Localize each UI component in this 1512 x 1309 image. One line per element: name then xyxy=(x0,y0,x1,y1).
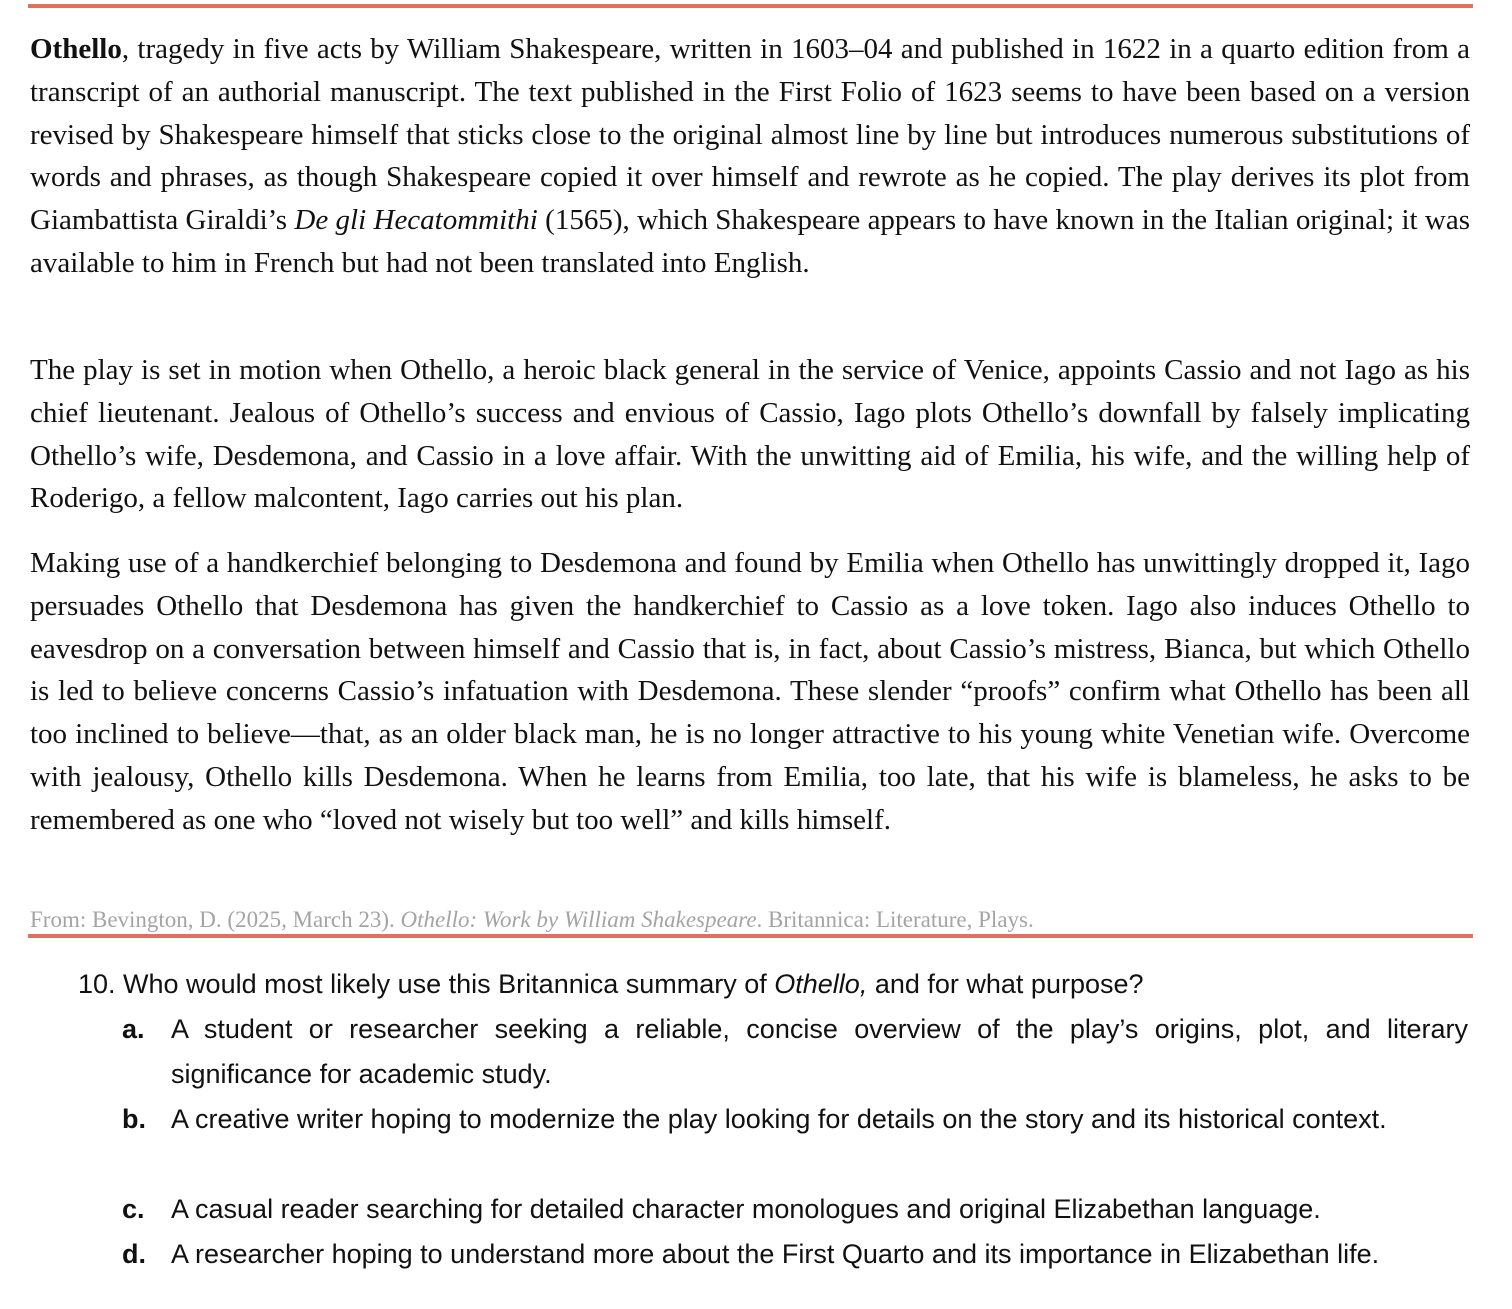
citation-work-title: Othello: Work by William Shakespeare xyxy=(400,907,757,932)
citation-prefix: From: Bevington, D. (2025, March 23). xyxy=(30,907,401,932)
option-text: A researcher hoping to understand more about the First Quarto and its importance in Elizabethan life. xyxy=(171,1239,1380,1269)
option-letter: c. xyxy=(122,1194,145,1224)
question-stem-prefix: 10. Who would most likely use this Britannica summary of xyxy=(78,969,775,999)
answer-option-d[interactable] xyxy=(122,1232,1468,1277)
question-stem-suffix: and for what purpose? xyxy=(867,969,1144,999)
source-title: De gli Hecatommithi xyxy=(294,204,538,237)
option-letter: a. xyxy=(122,1014,145,1044)
option-letter: d. xyxy=(122,1239,146,1269)
question-stem-title: Othello, xyxy=(774,969,868,999)
option-letter: b. xyxy=(122,1104,146,1134)
answer-option-b[interactable] xyxy=(122,1097,1468,1142)
answer-option-a[interactable] xyxy=(122,1007,1468,1097)
passage-paragraph-1 xyxy=(30,28,1470,285)
question-stem xyxy=(78,962,1144,1007)
passage-paragraph-3: Making use of a handkerchief belonging to Desdemona and found by Emilia when Othello has unwittingly dropped it, Iago persuades Othello that Desdemona has given the handkerchief to Cassio as a love token. Iago also induces Othello to eavesdrop on a conversation between himself and Cassio that is, in fact, about Cassio’s mistress, Bianca, but which Othello is led to believe concerns Cassio’s infatuation with Desdemona. These slender “proofs” confirm what Othello has been all too inclined to believe—that, as an older black man, he is no longer attractive to his young white Venetian wife. Overcome with jealousy, Othello kills Desdemona. When he learns from Emilia, too late, that his wife is blameless, he asks to be remembered as one who “loved not wisely but too well” and kills himself. xyxy=(30,547,1470,836)
option-text: A creative writer hoping to modernize the play looking for details on the story and its historical context. xyxy=(171,1104,1387,1134)
citation-suffix: . Britannica: Literature, Plays. xyxy=(756,907,1034,932)
option-text: A student or researcher seeking a reliable, concise overview of the play’s origins, plot, and literary significance for academic study. xyxy=(171,1014,1468,1089)
passage-box xyxy=(28,4,1473,938)
citation xyxy=(30,906,1034,934)
option-text: A casual reader searching for detailed character monologues and original Elizabethan language. xyxy=(171,1194,1321,1224)
paragraph-1-text-part-1: , tragedy in five acts by William Shakespeare, written in 1603–04 and published in 1622 in a quarto edition from a transcript of an authorial manuscript. The text published in the First Folio of 1623 seems to have been based on a version revised by Shakespeare himself that sticks close to the original almost line by line but introduces numerous substitutions of words and phrases, as though Shakespeare copied it over himself and rewrote as he copied. The play derives its plot from Giambattista Giraldi’s xyxy=(30,33,1470,237)
play-title: Othello xyxy=(30,33,122,65)
answer-option-c[interactable] xyxy=(122,1187,1468,1232)
paragraph-1-text-part-2: (1565), which Shakespeare appears to have known in the Italian original; it was available to him in French but had not been translated into English. xyxy=(30,204,1471,279)
passage-paragraph-2: The play is set in motion when Othello, a heroic black general in the service of Venice, appoints Cassio and not Iago as his chief lieutenant. Jealous of Othello’s success and envious of Cassio, Iago plots Othello’s downfall by falsely implicating Othello’s wife, Desdemona, and Cassio in a love affair. With the unwitting aid of Emilia, his wife, and the willing help of Roderigo, a fellow malcontent, Iago carries out his plan. xyxy=(30,354,1470,515)
